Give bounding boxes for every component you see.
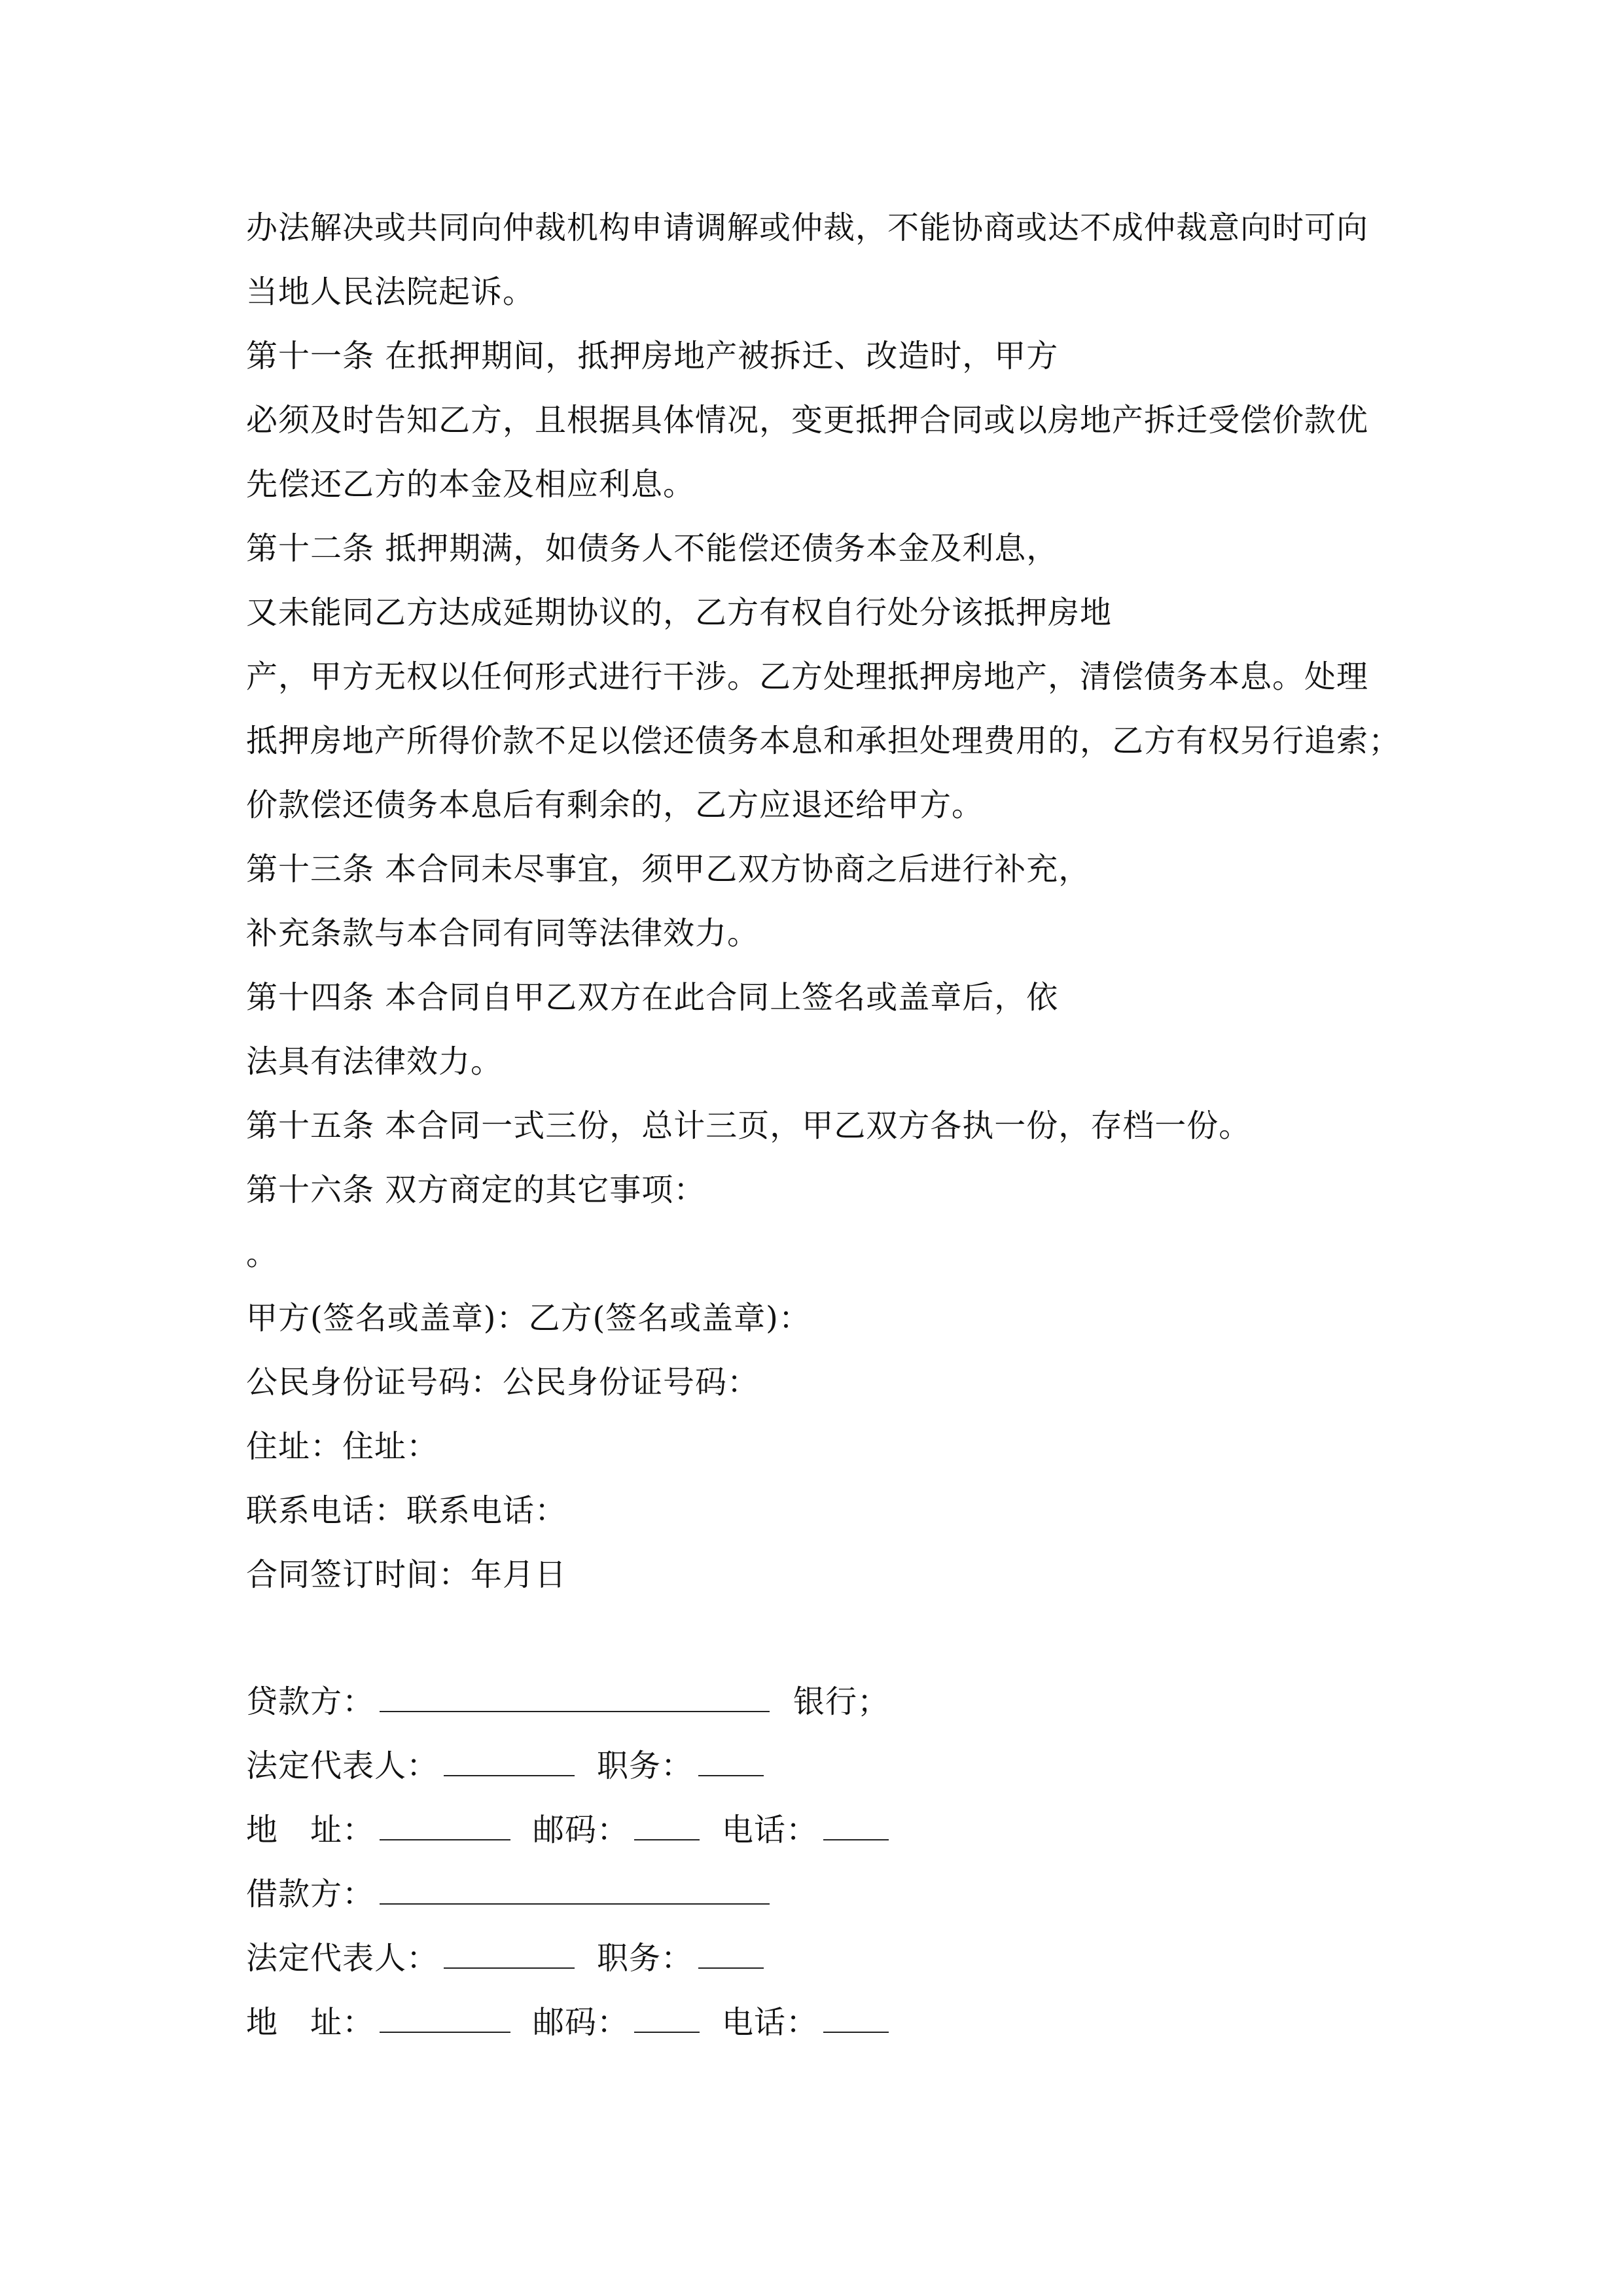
borrower-label: 借款方：: [246, 1876, 375, 1912]
phone-label: 电话：: [722, 1812, 819, 1848]
lender-rep-row: [246, 1746, 769, 1785]
clause-text-line: 办法解决或共同向仲裁机构申请调解或仲裁，不能协商或达不成仲裁意向时可向: [246, 209, 1369, 246]
position-label: 职务：: [597, 1748, 694, 1784]
clause-text-line: 。: [246, 1236, 279, 1272]
clause-text-line: 补充条款与本合同有同等法律效力。: [246, 915, 760, 952]
position-blank[interactable]: [698, 1939, 764, 1969]
lender-blank[interactable]: [380, 1682, 770, 1712]
clause-text-line: 价款偿还债务本息后有剩余的，乙方应退还给甲方。: [246, 787, 984, 823]
clause-16-heading: 第十六条 双方商定的其它事项：: [246, 1172, 706, 1208]
postcode-blank[interactable]: [634, 2003, 700, 2033]
lender-address-row: [246, 1810, 894, 1850]
lender-label: 贷款方：: [246, 1683, 375, 1720]
clause-text-line: 产，甲方无权以任何形式进行干涉。乙方处理抵押房地产，清偿债务本息。处理: [246, 658, 1369, 695]
legal-rep-label: 法定代表人：: [246, 1748, 439, 1784]
clause-13-heading: 第十三条 本合同未尽事宜，须甲乙双方协商之后进行补充，: [246, 851, 1091, 888]
legal-rep-blank[interactable]: [444, 1746, 575, 1776]
phone-label: 电话：: [722, 2004, 819, 2041]
address-blank[interactable]: [380, 2003, 510, 2033]
address-line: 住址：住址：: [246, 1428, 439, 1465]
clause-text-line: 又未能同乙方达成延期协议的，乙方有权自行处分该抵押房地: [246, 594, 1113, 631]
lender-row: [246, 1682, 889, 1721]
postcode-label: 邮码：: [533, 2004, 630, 2041]
clause-15-heading: 第十五条 本合同一式三份，总计三页，甲乙双方各执一份，存档一份。: [246, 1107, 1251, 1144]
id-number-line: 公民身份证号码：公民身份证号码：: [246, 1364, 760, 1401]
sign-date-line: 合同签订时间：年月日: [246, 1556, 567, 1593]
phone-blank[interactable]: [823, 1810, 889, 1840]
address-label: 地 址：: [246, 2004, 375, 2041]
phone-line: 联系电话：联系电话：: [246, 1492, 567, 1529]
clause-14-heading: 第十四条 本合同自甲乙双方在此合同上签名或盖章后，依: [246, 979, 1059, 1016]
clause-text-line: 必须及时告知乙方，且根据具体情况，变更抵押合同或以房地产拆迁受偿价款优: [246, 402, 1369, 439]
signature-line: 甲方(签名或盖章)：乙方(签名或盖章)：: [246, 1300, 811, 1336]
clause-text-line: 当地人民法院起诉。: [246, 274, 535, 310]
clause-12-heading: 第十二条 抵押期满，如债务人不能偿还债务本金及利息，: [246, 530, 1059, 567]
bank-suffix: 银行；: [793, 1683, 890, 1720]
clause-11-heading: 第十一条 在抵押期间，抵押房地产被拆迁、改造时，甲方: [246, 338, 1059, 374]
borrower-row: [246, 1874, 775, 1914]
borrower-rep-row: [246, 1939, 769, 1978]
postcode-blank[interactable]: [634, 1810, 700, 1840]
borrower-address-row: [246, 2003, 894, 2042]
position-blank[interactable]: [698, 1746, 764, 1776]
address-blank[interactable]: [380, 1810, 510, 1840]
position-label: 职务：: [597, 1940, 694, 1977]
clause-text-line: 抵押房地产所得价款不足以偿还债务本息和承担处理费用的，乙方有权另行追索；: [246, 723, 1401, 759]
legal-rep-blank[interactable]: [444, 1939, 575, 1969]
legal-rep-label: 法定代表人：: [246, 1940, 439, 1977]
borrower-blank[interactable]: [380, 1874, 770, 1905]
clause-text-line: 先偿还乙方的本金及相应利息。: [246, 466, 696, 503]
address-label: 地 址：: [246, 1812, 375, 1848]
phone-blank[interactable]: [823, 2003, 889, 2033]
clause-text-line: 法具有法律效力。: [246, 1043, 503, 1080]
postcode-label: 邮码：: [533, 1812, 630, 1848]
